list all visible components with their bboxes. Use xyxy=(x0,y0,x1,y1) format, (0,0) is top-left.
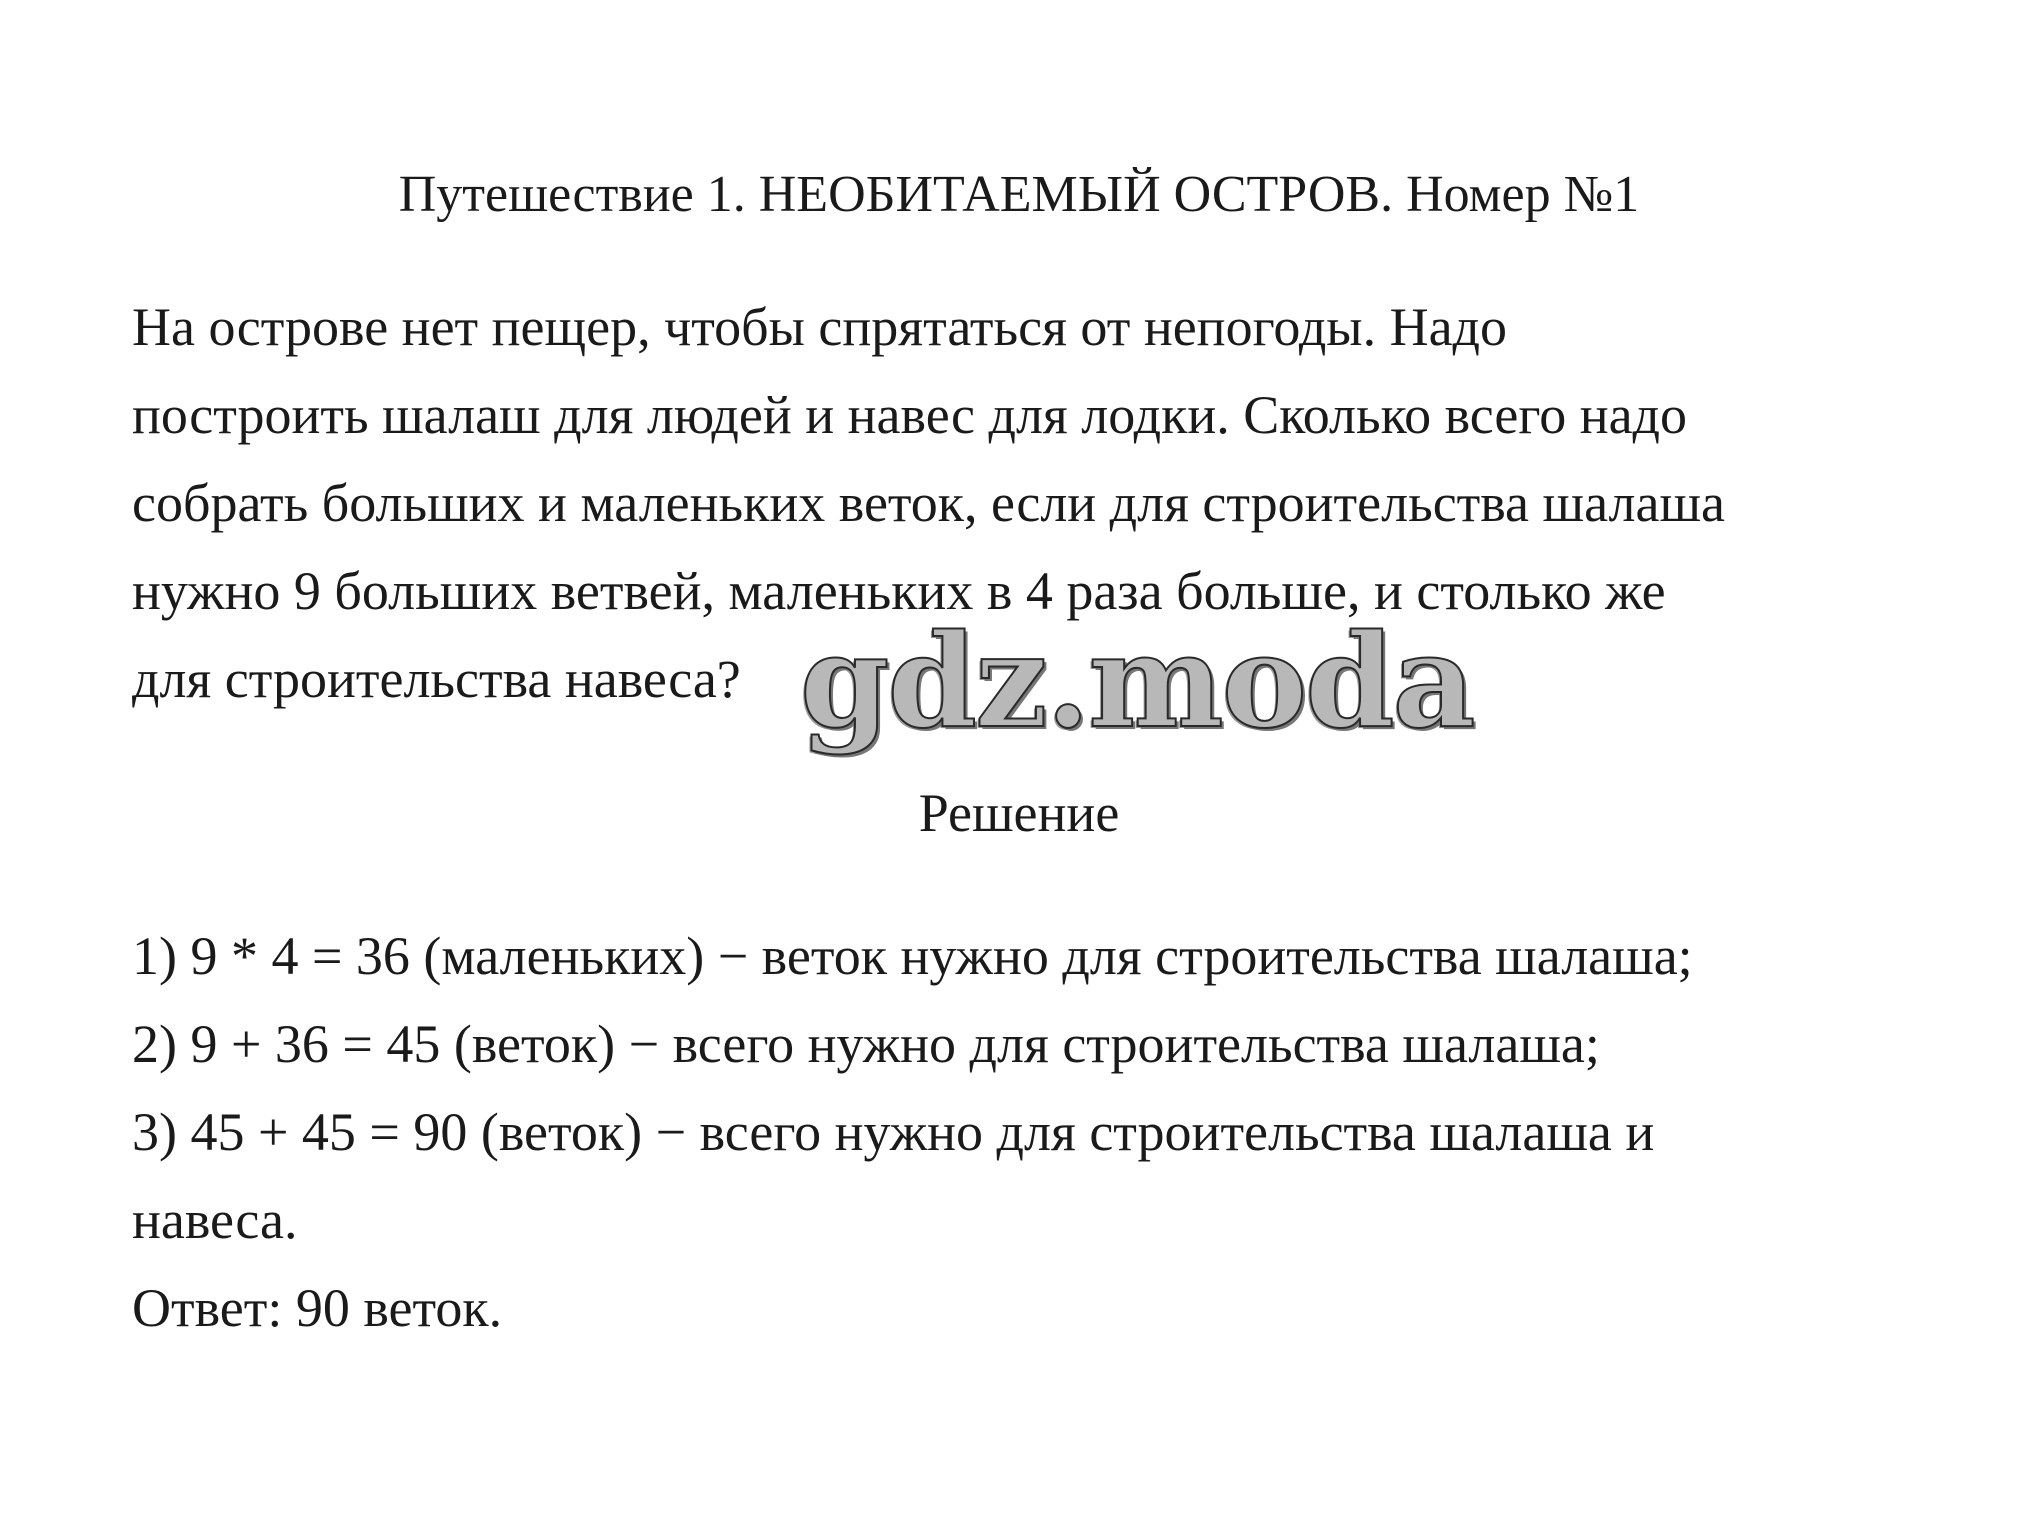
solution-step: навеса. xyxy=(132,1190,298,1250)
problem-line: для строительства навеса? xyxy=(132,649,741,709)
page-title: Путешествие 1. НЕОБИТАЕМЫЙ ОСТРОВ. Номер №1 xyxy=(398,166,1640,223)
solution-step: 2) 9 + 36 = 45 (веток) − всего нужно для строительства шалаша; xyxy=(132,1014,1600,1074)
problem-line: построить шалаш для людей и навес для лодки. Сколько всего надо xyxy=(132,385,1688,445)
solution-step: 3) 45 + 45 = 90 (веток) − всего нужно для строительства шалаша и xyxy=(132,1102,1655,1162)
solution-steps xyxy=(132,912,1932,1352)
answer-line: Ответ: 90 веток. xyxy=(132,1278,503,1338)
problem-line: собрать больших и маленьких веток, если для строительства шалаша xyxy=(132,473,1725,533)
solution-step: 1) 9 * 4 = 36 (маленьких) − веток нужно для строительства шалаша; xyxy=(132,926,1693,986)
problem-line: нужно 9 больших ветвей, маленьких в 4 раза больше, и столько же xyxy=(132,561,1666,621)
watermark-logo: gdz.moda xyxy=(800,607,1474,757)
problem-line: На острове нет пещер, чтобы спрятаться от непогоды. Надо xyxy=(132,297,1508,357)
solution-heading: Решение xyxy=(918,783,1120,843)
